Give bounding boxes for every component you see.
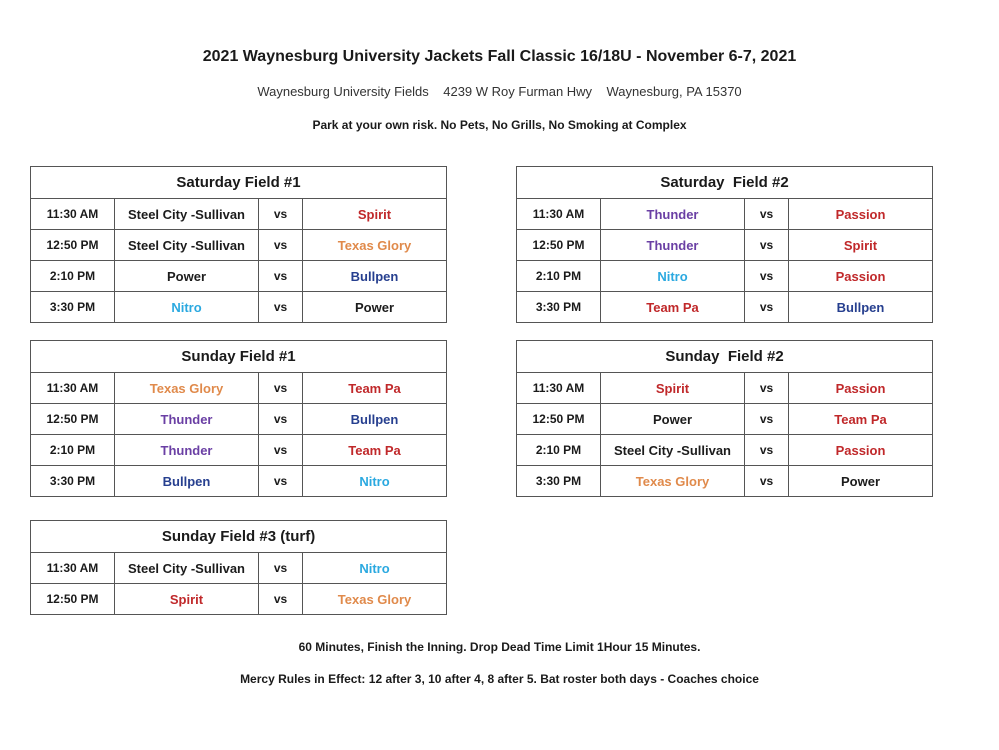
table-row: [517, 404, 933, 435]
away-team: Power: [789, 466, 933, 497]
game-time: 12:50 PM: [31, 584, 115, 615]
vs-label: vs: [259, 435, 303, 466]
table-row: [31, 466, 447, 497]
home-team: Nitro: [601, 261, 745, 292]
schedule-title: Sunday Field #3 (turf): [31, 521, 447, 553]
vs-label: vs: [259, 553, 303, 584]
home-team: Texas Glory: [601, 466, 745, 497]
game-time: 11:30 AM: [31, 553, 115, 584]
away-team: Nitro: [303, 553, 447, 584]
away-team: Power: [303, 292, 447, 323]
away-team: Texas Glory: [303, 230, 447, 261]
vs-label: vs: [745, 404, 789, 435]
table-row: [517, 435, 933, 466]
vs-label: vs: [259, 292, 303, 323]
home-team: Spirit: [115, 584, 259, 615]
table-row: [31, 261, 447, 292]
time-limit-note: 60 Minutes, Finish the Inning. Drop Dead Time Limit 1Hour 15 Minutes.: [298, 640, 701, 654]
vs-label: vs: [745, 199, 789, 230]
home-team: Thunder: [601, 230, 745, 261]
vs-label: vs: [745, 373, 789, 404]
home-team: Spirit: [601, 373, 745, 404]
away-team: Bullpen: [789, 292, 933, 323]
mercy-rules-note: Mercy Rules in Effect: 12 after 3, 10 after 4, 8 after 5. Bat roster both days - Coaches choice: [240, 672, 759, 686]
schedule-title: Saturday Field #1: [31, 167, 447, 199]
game-time: 2:10 PM: [517, 261, 601, 292]
vs-label: vs: [745, 292, 789, 323]
away-team: Passion: [789, 435, 933, 466]
home-team: Thunder: [115, 404, 259, 435]
away-team: Spirit: [303, 199, 447, 230]
away-team: Team Pa: [789, 404, 933, 435]
game-time: 3:30 PM: [31, 466, 115, 497]
home-team: Steel City -Sullivan: [115, 199, 259, 230]
schedule-title: Sunday Field #2: [517, 341, 933, 373]
game-time: 3:30 PM: [31, 292, 115, 323]
away-team: Passion: [789, 261, 933, 292]
home-team: Thunder: [601, 199, 745, 230]
home-team: Thunder: [115, 435, 259, 466]
game-time: 2:10 PM: [31, 435, 115, 466]
away-team: Passion: [789, 199, 933, 230]
home-team: Texas Glory: [115, 373, 259, 404]
away-team: Texas Glory: [303, 584, 447, 615]
game-time: 12:50 PM: [31, 404, 115, 435]
schedule-sunday-field-3: [30, 520, 447, 615]
table-row: [31, 230, 447, 261]
game-time: 2:10 PM: [517, 435, 601, 466]
vs-label: vs: [259, 466, 303, 497]
schedule-sunday-field-1: [30, 340, 447, 497]
game-time: 11:30 AM: [31, 373, 115, 404]
schedule-saturday-field-1: [30, 166, 447, 323]
table-row: [517, 373, 933, 404]
home-team: Team Pa: [601, 292, 745, 323]
table-row: [517, 466, 933, 497]
table-row: [31, 292, 447, 323]
home-team: Steel City -Sullivan: [115, 553, 259, 584]
away-team: Passion: [789, 373, 933, 404]
game-time: 3:30 PM: [517, 292, 601, 323]
game-time: 12:50 PM: [31, 230, 115, 261]
home-team: Steel City -Sullivan: [601, 435, 745, 466]
game-time: 11:30 AM: [517, 373, 601, 404]
vs-label: vs: [745, 466, 789, 497]
vs-label: vs: [259, 261, 303, 292]
table-row: [31, 553, 447, 584]
away-team: Bullpen: [303, 261, 447, 292]
schedule-saturday-field-2: [516, 166, 933, 323]
vs-label: vs: [259, 584, 303, 615]
vs-label: vs: [259, 199, 303, 230]
home-team: Power: [115, 261, 259, 292]
vs-label: vs: [745, 435, 789, 466]
schedule-title: Sunday Field #1: [31, 341, 447, 373]
home-team: Power: [601, 404, 745, 435]
vs-label: vs: [259, 373, 303, 404]
game-time: 12:50 PM: [517, 404, 601, 435]
table-row: [517, 292, 933, 323]
table-row: [31, 435, 447, 466]
park-rules: Park at your own risk. No Pets, No Grills, No Smoking at Complex: [312, 118, 687, 132]
table-row: [31, 404, 447, 435]
page-title: 2021 Waynesburg University Jackets Fall Classic 16/18U - November 6-7, 2021: [202, 48, 797, 65]
vs-label: vs: [259, 230, 303, 261]
game-time: 12:50 PM: [517, 230, 601, 261]
game-time: 2:10 PM: [31, 261, 115, 292]
schedule-title: Saturday Field #2: [517, 167, 933, 199]
table-row: [517, 230, 933, 261]
home-team: Bullpen: [115, 466, 259, 497]
vs-label: vs: [745, 230, 789, 261]
game-time: 11:30 AM: [31, 199, 115, 230]
away-team: Bullpen: [303, 404, 447, 435]
table-row: [517, 199, 933, 230]
away-team: Spirit: [789, 230, 933, 261]
table-row: [31, 373, 447, 404]
schedule-sunday-field-2: [516, 340, 933, 497]
vs-label: vs: [745, 261, 789, 292]
table-row: [517, 261, 933, 292]
game-time: 11:30 AM: [517, 199, 601, 230]
game-time: 3:30 PM: [517, 466, 601, 497]
home-team: Steel City -Sullivan: [115, 230, 259, 261]
table-row: [31, 584, 447, 615]
table-row: [31, 199, 447, 230]
venue-address: Waynesburg University Fields 4239 W Roy Furman Hwy Waynesburg, PA 15370: [257, 84, 742, 99]
home-team: Nitro: [115, 292, 259, 323]
vs-label: vs: [259, 404, 303, 435]
away-team: Nitro: [303, 466, 447, 497]
away-team: Team Pa: [303, 435, 447, 466]
away-team: Team Pa: [303, 373, 447, 404]
